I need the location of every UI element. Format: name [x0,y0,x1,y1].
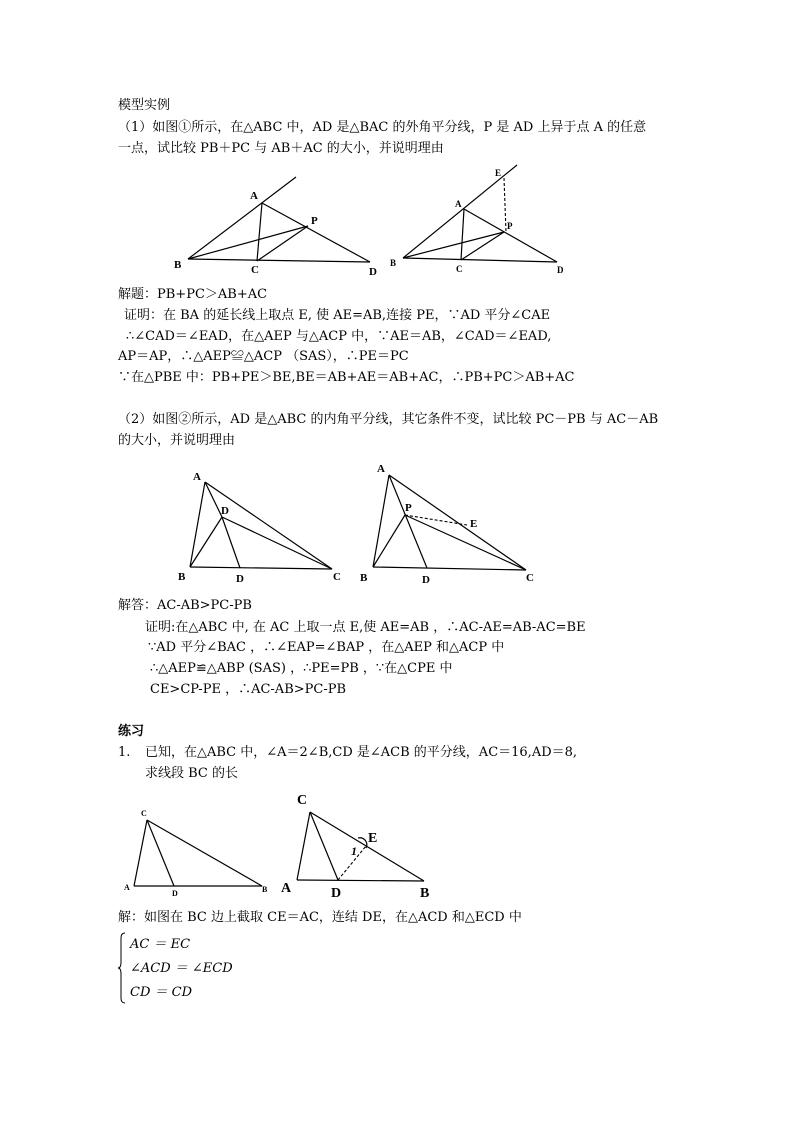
fig3b-label-e: E [368,831,378,846]
sol1-answer: 解题：PB+PC＞AB+AC [118,287,268,302]
practice-solution-line: 解：如图在 BC 边上截取 CE＝AC，连结 DE，在△ACD 和△ECD 中 [118,910,522,925]
fig1a-label-c: C [251,264,259,276]
fig1b-label-d: D [557,265,564,275]
fig1b-label-b: B [390,258,397,268]
section-heading-practice: 练习 [118,724,145,739]
practice-q-line2: 求线段 BC 的长 [145,766,239,781]
figure-2b-lines [373,475,526,570]
fig2a-label-c: C [333,571,341,583]
fig2b-label-a: A [377,463,385,475]
fig3b-label-d: D [331,886,342,901]
fig1b-label-a: A [455,199,462,209]
sol2-proof-line1: 证明:在△ABC 中, 在 AC 上取一点 E,使 AE=AB ，∴AC-AE=AB-AC=BE [145,620,586,635]
fig3a-label-d: D [172,889,178,898]
fig1a-label-a: A [250,190,258,202]
figure-1b-lines [403,165,557,262]
fig3b-label-b: B [420,886,430,901]
sol1-proof-line4: ∵在△PBE 中：PB+PE＞BE,BE＝AB+AE＝AB+AC，∴PB+PC＞AB+AC [118,370,575,385]
fig3a-label-b: B [262,885,268,894]
fig3b-label-c: C [297,793,308,808]
sol2-proof-line4: CE>CP-PE ，∴AC-AB>PC-PB [150,682,347,697]
fig2b-label-e: E [470,518,478,530]
figure-3b [280,788,440,900]
fig1b-label-e: E [495,168,502,178]
figure-2a [175,465,350,585]
q2-text-line1: （2）如图②所示，AD 是△ABC 的内角平分线，其它条件不变，试比较 PC－PB 与 AC－AB [118,412,659,427]
fig2a-label-a: A [193,471,201,483]
fig2a-label-b: B [178,571,186,583]
figure-3a [118,806,278,896]
figure-1a [170,170,390,280]
figure-2b [355,458,545,588]
q2-text-line2: 的大小，并说明理由 [118,433,236,448]
figure-3a-lines [134,820,262,886]
equation-row-1: AC ＝ EC [130,937,191,952]
section-heading-model: 模型实例 [118,98,171,113]
equation-row-3: CD ＝ CD [130,985,193,1000]
fig2a-label-d-base: D [236,573,244,585]
fig3b-label-a: A [281,881,292,896]
figure-3b-lines [297,812,424,881]
fig2b-label-b: B [360,572,368,584]
fig3a-label-c: C [141,809,147,818]
fig2a-label-d-top: D [221,505,229,517]
practice-q-number: 1. [118,745,131,760]
fig2b-label-p: P [405,502,412,514]
equation-brace [118,932,126,1004]
q1-text-line2: 一点，试比较 PB＋PC 与 AB＋AC 的大小，并说明理由 [118,141,444,156]
fig1b-label-c: C [456,264,463,274]
fig3b-angle-1: 1 [351,844,357,858]
figure-1b [388,162,568,277]
sol2-proof-line3: ∴△AEP≌△ABP (SAS) ，∴PE=PB ，∵在△CPE 中 [150,661,453,676]
sol1-proof-line2: ∴∠CAD＝∠EAD，在△AEP 与△ACP 中，∵AE＝AB，∠CAD＝∠EAD, [126,329,552,344]
fig1a-label-p: P [311,215,318,227]
figure-1a-lines [188,177,370,262]
sol1-proof-line1: 证明：在 BA 的延长线上取点 E, 使 AE=AB,连接 PE，∵AD 平分∠CAE [124,308,551,323]
fig2b-label-d: D [422,574,430,586]
practice-q-line1: 已知，在△ABC 中，∠A＝2∠B,CD 是∠ACB 的平分线，AC＝16,AD＝8, [145,745,578,760]
fig1a-label-b: B [174,259,182,271]
q1-text-line1: （1）如图①所示，在△ABC 中，AD 是△BAC 的外角平分线，P 是 AD 上异于点 A 的任意 [118,120,647,135]
sol1-proof-line3: AP＝AP，∴△AEP≌△ACP （SAS），∴PE＝PC [118,349,409,364]
figure-2a-lines [190,482,332,569]
equation-row-2: ∠ACD ＝ ∠ECD [130,961,233,976]
sol2-answer: 解答：AC-AB>PC-PB [118,598,252,613]
sol2-proof-line2: ∵AD 平分∠BAC ，∴∠EAP=∠BAP ，在△AEP 和△ACP 中 [148,640,505,655]
fig1a-label-d: D [369,266,377,278]
fig2b-label-c: C [526,572,534,584]
fig3a-label-a: A [124,883,130,892]
fig1b-label-p: P [507,221,513,231]
